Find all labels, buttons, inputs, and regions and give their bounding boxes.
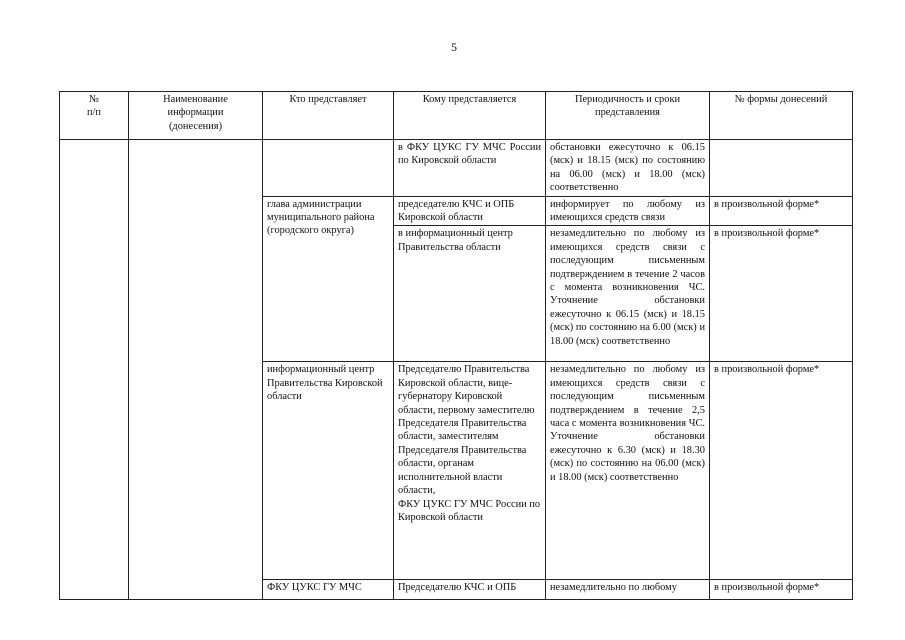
- to-whom-cell: председателю КЧС и ОПБ Кировской области: [394, 196, 546, 226]
- period-cell: незамедлительно по любому из имеющихся средств связи с последующим письменным подтверждением в течение 2 часов с момента возникновения ЧС. Уточнение обстановки ежесуточно к 06.15 (мск) и 18.15 (мск) по состоянию на 6.00 (мск) и 18.00 (мск) соответственно: [546, 226, 710, 362]
- to-whom-cell: в ФКУ ЦУКС ГУ МЧС России по Кировской области: [394, 140, 546, 197]
- form-cell: в произвольной форме*: [710, 362, 853, 580]
- form-cell: в произвольной форме*: [710, 580, 853, 600]
- reporting-table: [59, 91, 853, 600]
- period-cell: незамедлительно по любому: [546, 580, 710, 600]
- header-who-submits: Кто представляет: [263, 92, 394, 140]
- form-cell: в произвольной форме*: [710, 226, 853, 362]
- who-cell: глава администрации муниципального района (городского округа): [263, 196, 394, 362]
- who-cell: информационный центр Правительства Кировской области: [263, 362, 394, 580]
- to-whom-cell: в информационный центр Правительства области: [394, 226, 546, 362]
- to-whom-cell: Председателю КЧС и ОПБ: [394, 580, 546, 600]
- table-header-row: [60, 92, 853, 140]
- period-cell: незамедлительно по любому из имеющихся средств связи с последующим письменным подтверждением в течение 2,5 часа с момента возникновения ЧС. Уточнение обстановки ежесуточно к 6.30 (мск) и 18.30 (мск) по состоянию на 06.00 (мск) и 18.00 (мск) соответственно: [546, 362, 710, 580]
- period-cell: информирует по любому из имеющихся средств связи: [546, 196, 710, 226]
- header-to-whom: Кому представляется: [394, 92, 546, 140]
- who-cell: ФКУ ЦУКС ГУ МЧС: [263, 580, 394, 600]
- page-number: 5: [451, 40, 457, 54]
- to-whom-cell: Председателю Правительства Кировской области, вице-губернатору Кировской области, первому заместителю Председателя Правительства области, заместителям Председателя Правительства области, органам исполнительной власти области, ФКУ ЦУКС ГУ МЧС России по Кировской области: [394, 362, 546, 580]
- who-cell: [263, 140, 394, 197]
- table-row: [60, 140, 853, 197]
- form-cell: [710, 140, 853, 197]
- header-periodicity: Периодичность и сроки представления: [546, 92, 710, 140]
- header-info-name: Наименование информации (донесения): [129, 92, 263, 140]
- form-cell: в произвольной форме*: [710, 196, 853, 226]
- num-cell: [60, 140, 129, 600]
- header-num: № п/п: [60, 92, 129, 140]
- info-name-cell: [129, 140, 263, 600]
- period-cell: обстановки ежесуточно к 06.15 (мск) и 18.15 (мск) по состоянию на 06.00 (мск) и 18.00 (мск) соответственно: [546, 140, 710, 197]
- header-form-number: № формы донесений: [710, 92, 853, 140]
